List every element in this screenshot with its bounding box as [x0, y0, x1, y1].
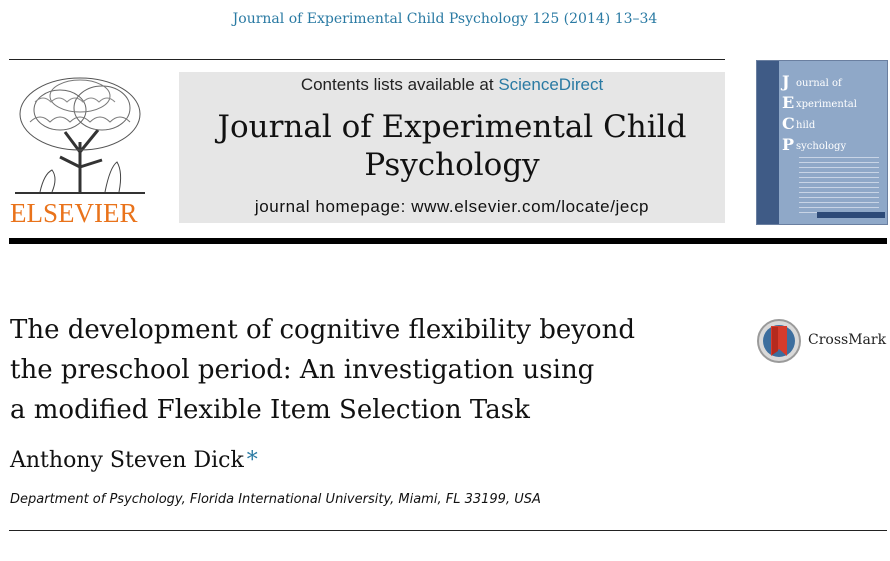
article-title-line: a modified Flexible Item Selection Task [10, 395, 530, 425]
article-title-line: The development of cognitive flexibility beyond [10, 315, 635, 345]
header-rule [9, 59, 725, 60]
author-line [10, 448, 258, 473]
cover-footer-band [817, 212, 885, 218]
crossmark-label: CrossMark [808, 332, 887, 348]
cover-letters [782, 71, 796, 155]
publisher-name: ELSEVIER [10, 198, 138, 228]
article-title [10, 310, 730, 430]
journal-homepage[interactable]: journal homepage: www.elsevier.com/locate/jecp [254, 197, 650, 216]
author-affiliation: Department of Psychology, Florida International University, Miami, FL 33199, USA [10, 492, 541, 507]
cover-letter: C [782, 114, 795, 133]
journal-banner [179, 72, 725, 223]
article-title-line: the preschool period: An investigation using [10, 355, 595, 385]
cover-word: ournal of [796, 78, 842, 89]
sciencedirect-link[interactable]: ScienceDirect [498, 75, 604, 94]
author-name[interactable]: Anthony Steven Dick [10, 448, 244, 473]
section-rule [9, 530, 887, 531]
journal-title-line: Journal of Experimental Child [217, 109, 687, 145]
cover-letter: J [782, 72, 790, 91]
elsevier-tree-icon [10, 72, 150, 197]
journal-cover-image[interactable] [756, 60, 888, 225]
cover-text-lines [799, 157, 879, 217]
cover-letter: E [782, 93, 795, 112]
author-footnote-mark[interactable]: * [246, 448, 258, 473]
cover-letter: P [782, 135, 795, 154]
journal-title [179, 108, 725, 184]
contents-prefix: Contents lists available at [300, 75, 499, 94]
cover-words [796, 73, 857, 157]
contents-line [179, 75, 725, 95]
journal-reference[interactable]: Journal of Experimental Child Psychology 125 (2014) 13–34 [232, 11, 658, 27]
crossmark-button[interactable] [756, 318, 890, 364]
header-thick-rule [9, 238, 887, 244]
journal-title-line: Psychology [364, 147, 540, 183]
crossmark-icon [756, 318, 802, 364]
cover-word: hild [796, 120, 816, 131]
cover-band [757, 61, 779, 224]
cover-word: sychology [796, 141, 847, 152]
cover-word: xperimental [796, 99, 857, 110]
